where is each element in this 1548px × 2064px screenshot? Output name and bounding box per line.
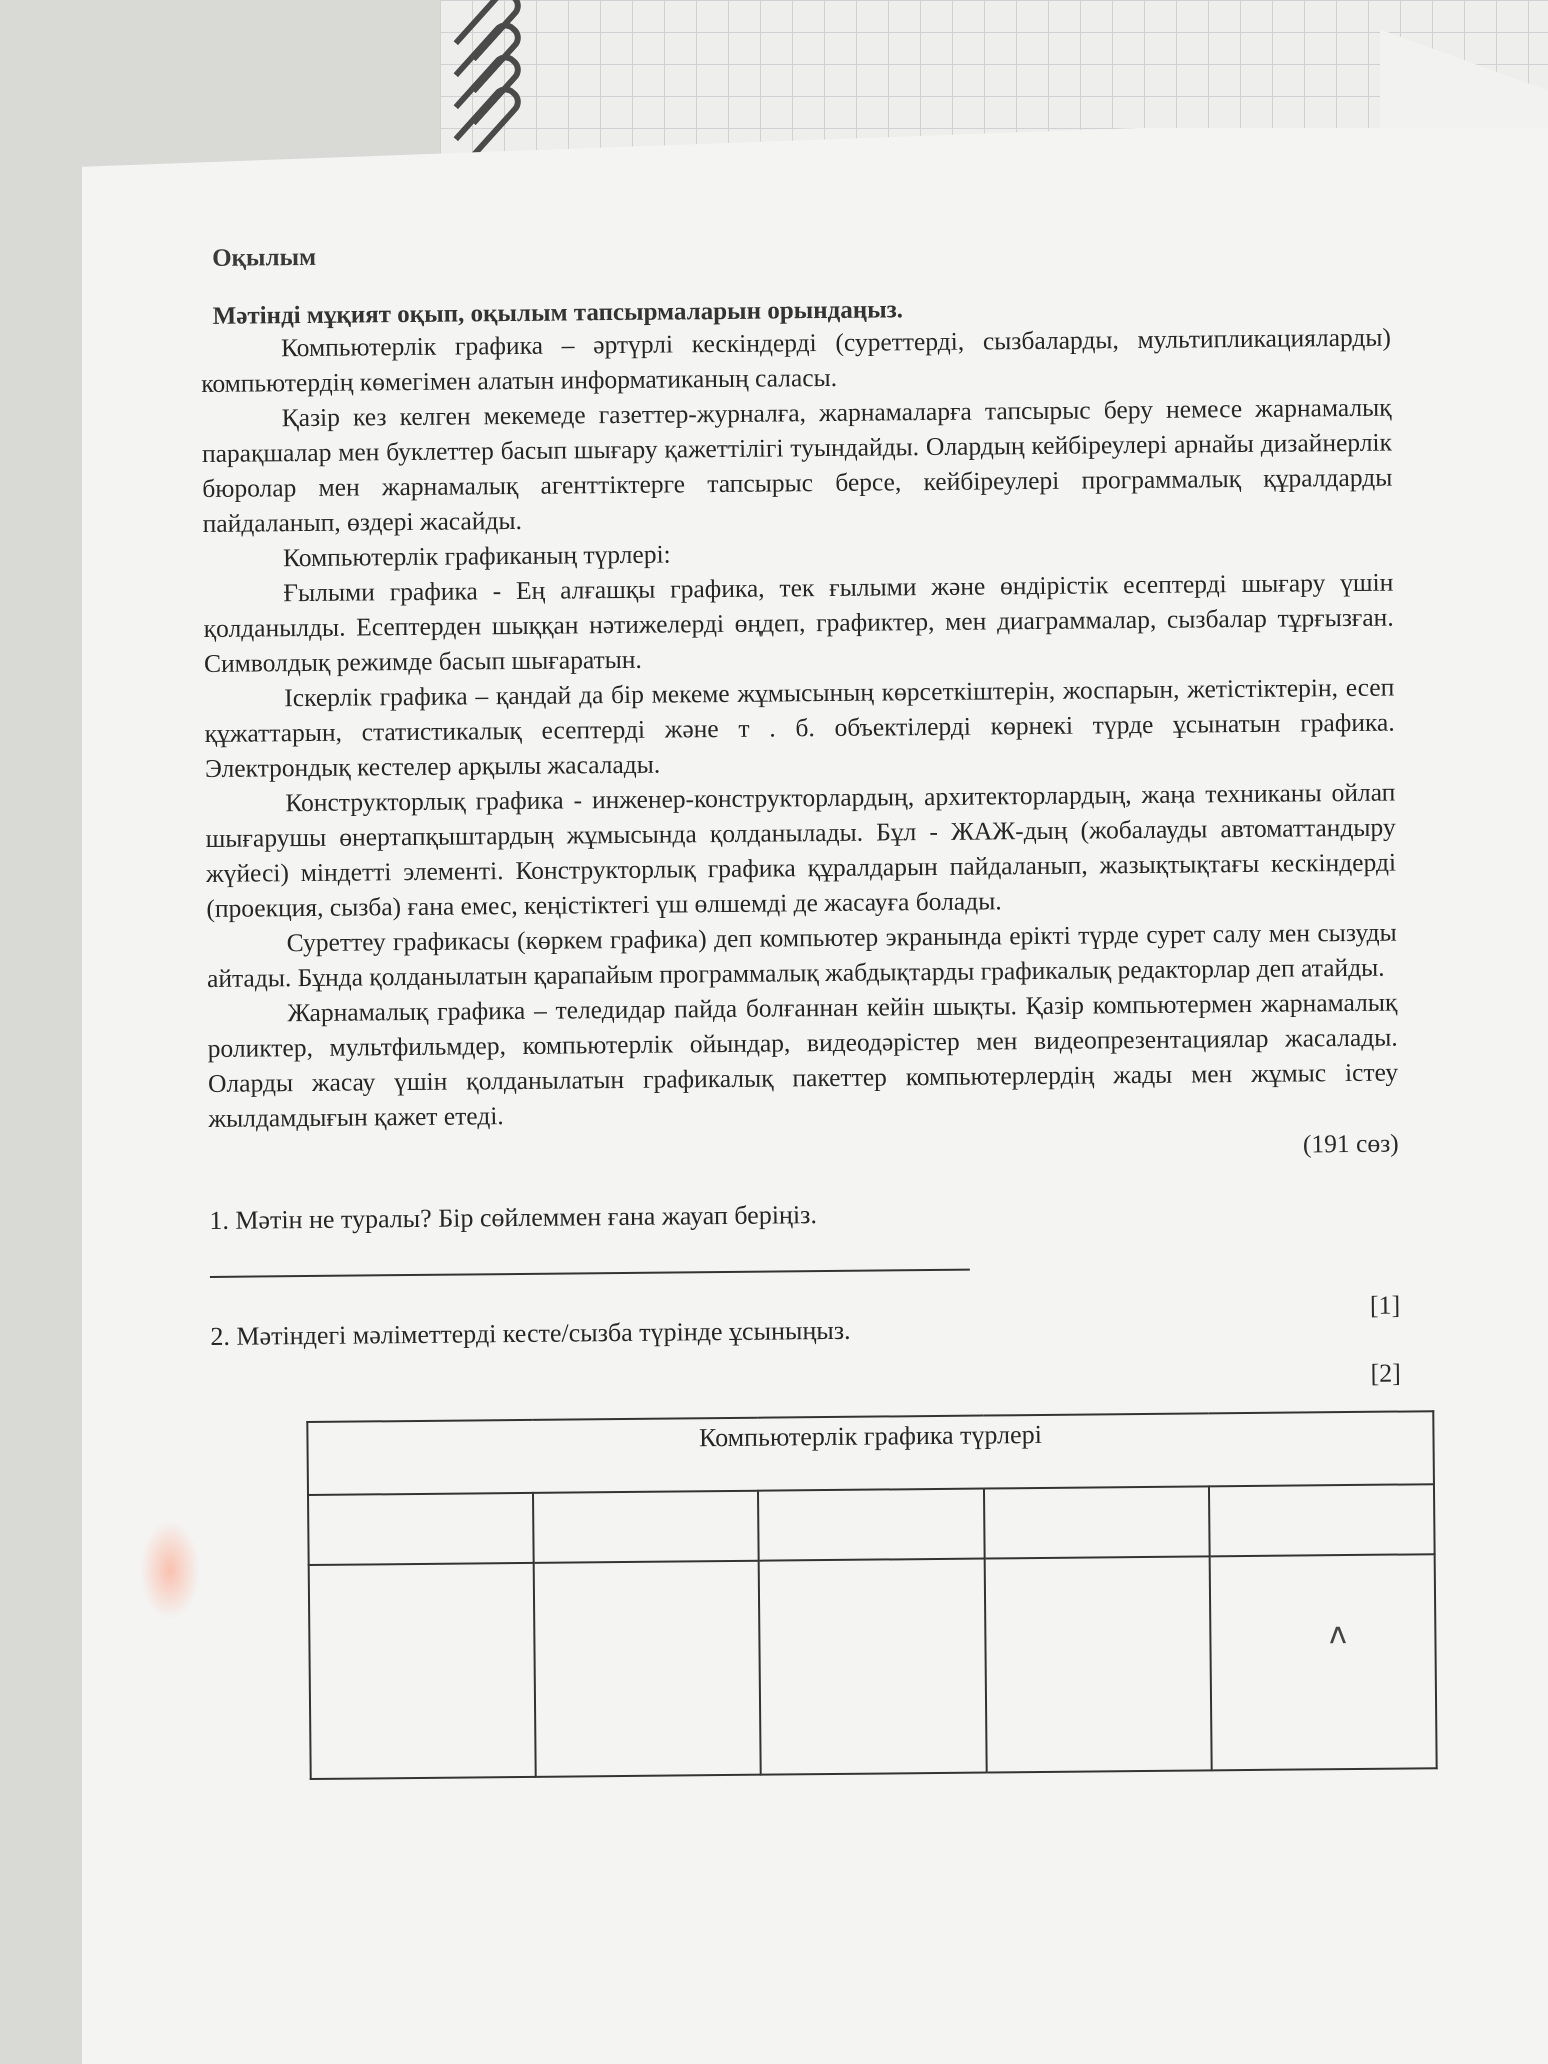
question-2: 2. Мәтіндегі мәліметтерді кесте/сызба түрінде ұсыныңыз. — [210, 1315, 851, 1351]
word-count: (191 сөз) — [1302, 1128, 1399, 1159]
pencil-mark: ʌ — [1328, 1616, 1348, 1652]
table-body-cell[interactable] — [984, 1556, 1211, 1772]
table-header-cell[interactable] — [1209, 1484, 1435, 1556]
table-header-cell[interactable] — [983, 1486, 1209, 1558]
table-header-cell[interactable] — [308, 1493, 534, 1565]
section-heading: Оқылым — [211, 243, 317, 272]
paragraph: Жарнамалық графика – теледидар пайда болғаннан кейін шықты. Қазір компьютермен жарнамалық роликтер, мультфильмдер, компьютерлік ойындар, видеодәрістер мен видеопрезентациялар жасалады. Оларды жасау үшін қолданылатын графикалық пакеттер компьютерлердің жады мен жұмыс істеу жылдамдығын қажет етеді. — [207, 987, 1399, 1133]
table-body-cell[interactable] — [534, 1561, 761, 1777]
graphics-types-table — [306, 1410, 1437, 1780]
paragraph: Компьютерлік графиканың түрлері: — [282, 539, 671, 573]
question-1-mark: [1] — [1369, 1290, 1401, 1320]
paragraph: Ғылыми графика - Ең алғашқы графика, тек ғылыми және өндірістік есептерді шығару үшін қолданылды. Есептерден шыққан нәтижелерді өңдеп, графиктер, мен диаграммалар, сызбалар тұрғызған. Символдық режимде басып шығаратын. — [203, 567, 1394, 678]
paragraph: Суреттеу графикасы (көркем графика) деп компьютер экранында ерікті түрде сурет салу мен сызуды айтады. Бұнда қолданылатын қарапайым программалық жабдықтарды графикалық редакторлар деп атайды. — [206, 917, 1397, 993]
question-1: 1. Мәтін не туралы? Бір сөйлеммен ғана жауап беріңіз. — [209, 1200, 818, 1235]
reading-instruction: Мәтінді мұқият оқып, оқылым тапсырмаларын орындаңыз. — [212, 296, 904, 330]
paragraph: Конструкторлық графика - инженер-конструкторлардың, архитекторлардың, жаңа техниканы ойлап шығарушы өнертапқыштардың жұмысында қолданылады. Бұл - ЖАЖ-дың (жобалауды автоматтандыру жүйесі) міндетті элементі. Конструкторлық графика құралдарын пайдаланып, жазықтықтағы кескіндерді (проекция, сызба) ғана емес, кеңістіктегі үш өлшемді де жасауға болады. — [205, 777, 1397, 923]
paragraph: Компьютерлік графика – әртүрлі кескіндерді (суреттерді, сызбаларды, мультипликацияларды) компьютердің көмегімен алатын информатиканың саласы. — [201, 322, 1392, 398]
table-body-cell[interactable] — [759, 1559, 986, 1775]
table-header-cell[interactable] — [533, 1491, 759, 1563]
worksheet-content — [200, 234, 1405, 1781]
table-body-cell[interactable] — [309, 1563, 536, 1779]
answer-line[interactable] — [210, 1229, 970, 1278]
color-stain — [140, 1520, 200, 1620]
question-2-mark: [2] — [1370, 1358, 1402, 1388]
table-header-cell[interactable] — [758, 1489, 984, 1561]
paragraph: Қазір кез келген мекемеде газеттер-журналға, жарнамаларға тапсырыс беру немесе жарнамалық парақшалар мен буклеттер басып шығару қажеттілігі туындайды. Олардың кейбіреулері арнайы дизайнерлік бюролар мен жарнамалық агенттіктерге тапсырыс берсе, кейбіреулері программалық құралдарды пайдаланып, өздері жасайды. — [201, 392, 1393, 538]
paragraph: Іскерлік графика – қандай да бір мекеме жұмысының көрсеткіштерін, жоспарын, жетістіктерін, есеп құжаттарын, статистикалық есептерді және т . б. объектілерді көрнекі түрде ұсынатын графика. Электрондық кестелер арқылы жасалады. — [204, 672, 1395, 783]
table-title: Компьютерлік графика түрлері — [307, 1411, 1434, 1495]
table-body-cell[interactable] — [1209, 1554, 1436, 1770]
